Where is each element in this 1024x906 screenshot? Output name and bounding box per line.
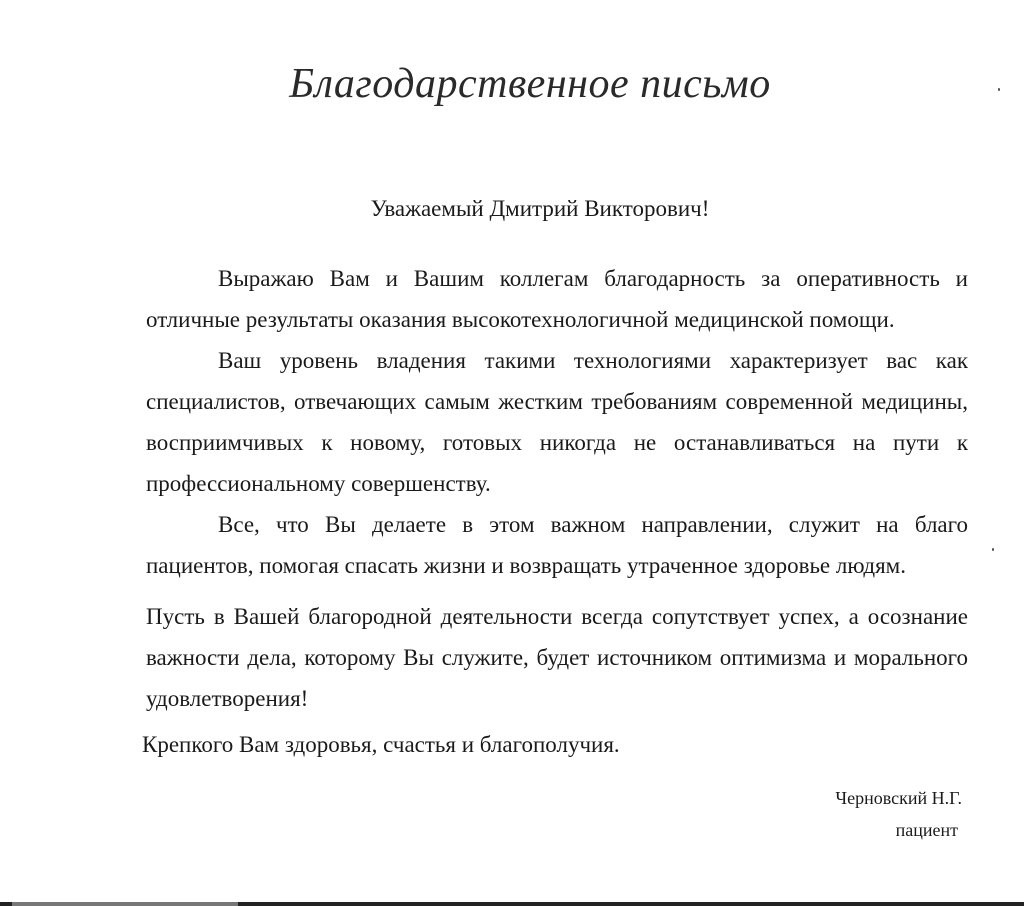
letter-closing: Крепкого Вам здоровья, счастья и благополучия. [142, 732, 620, 757]
letter-paragraph: Выражаю Вам и Вашим коллегам благодарность за оперативность и отличные результаты оказания высокотехнологичной медицинской помощи. [146, 266, 968, 332]
letter-paragraph: Все, что Вы делаете в этом важном направлении, служит на благо пациентов, помогая спасать жизни и возвращать утраченное здоровье людям. [146, 512, 968, 578]
letter-paragraph: Пусть в Вашей благородной деятельности всегда сопутствует успех, а осознание важности дела, которому Вы служите, будет источником оптимизма и морального удовлетворения! [146, 604, 968, 711]
signature-role: пациент [895, 820, 958, 840]
scan-speck [992, 548, 994, 551]
letter-title: Благодарственное письмо [289, 61, 771, 107]
scan-speck [998, 88, 1000, 91]
scan-edge-line-faint [12, 902, 238, 906]
letter-paragraph: Ваш уровень владения такими технологиями характеризует вас как специалистов, отвечающих самым жестким требованиям современной медицины, восприимчивых к новому, готовых никогда не останавливаться на пути к профессиональному совершенству. [146, 348, 968, 496]
signature-name: Черновский Н.Г. [835, 788, 962, 808]
letter-greeting: Уважаемый Дмитрий Викторович! [370, 196, 710, 221]
letter-body [146, 258, 968, 719]
